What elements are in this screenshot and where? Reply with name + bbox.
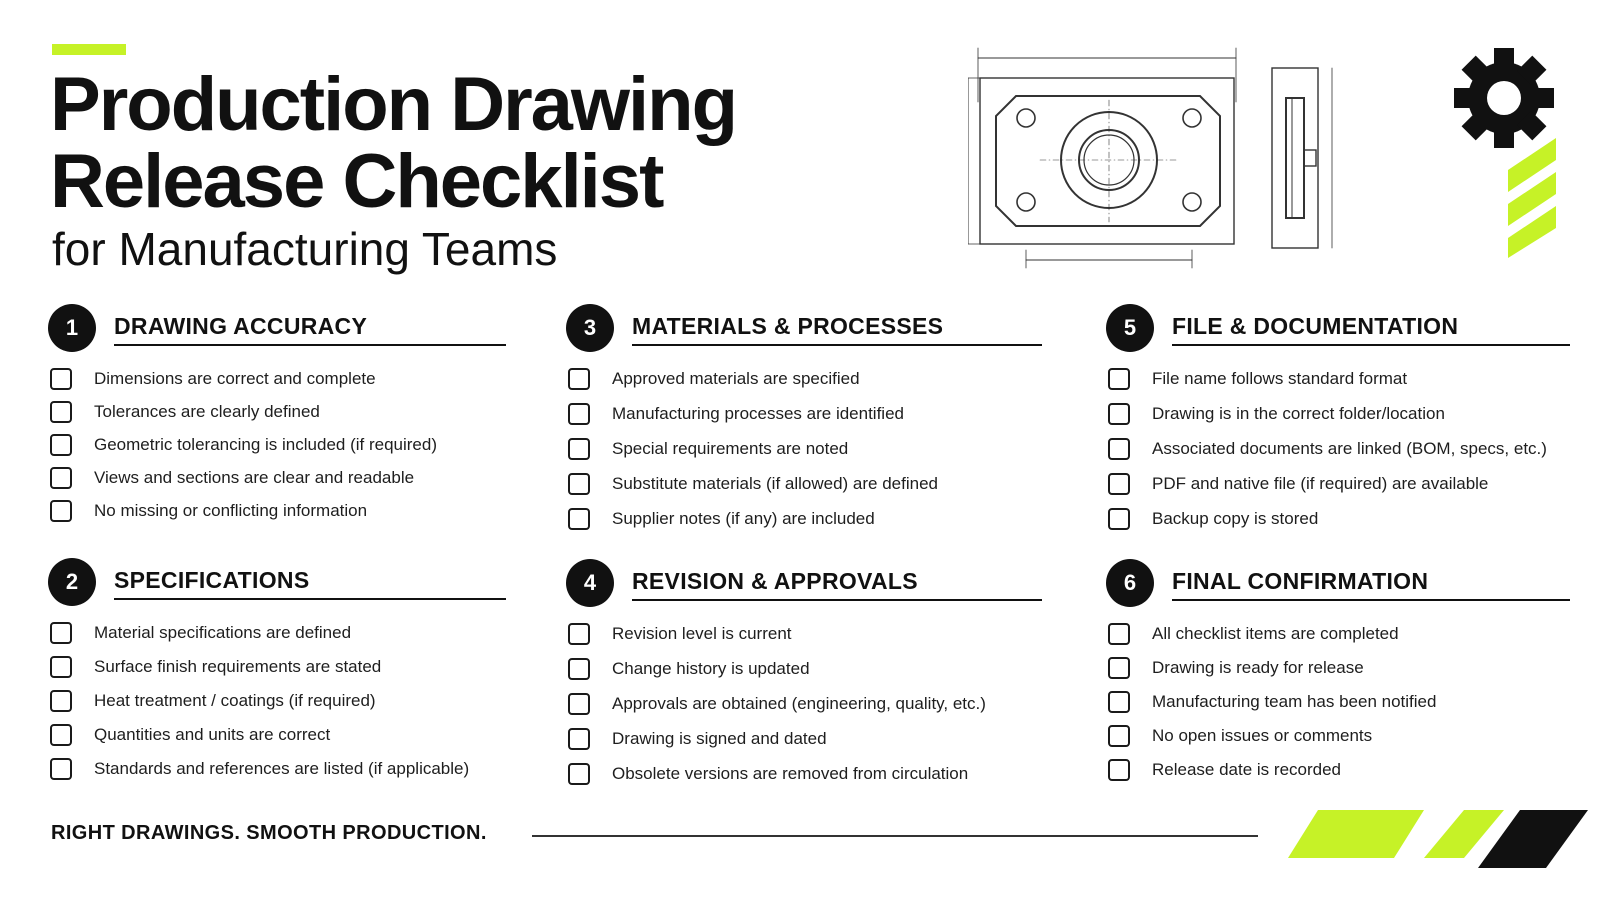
- section-number-badge: 2: [48, 558, 96, 606]
- checkbox[interactable]: [50, 434, 72, 456]
- checkbox[interactable]: [50, 401, 72, 423]
- checkbox[interactable]: [1108, 657, 1130, 679]
- checkbox[interactable]: [568, 763, 590, 785]
- gear-icon: [1454, 48, 1554, 148]
- section-header: [48, 304, 508, 352]
- section-underline: [1172, 344, 1570, 346]
- checkbox[interactable]: [568, 403, 590, 425]
- section-number-badge: 3: [566, 304, 614, 352]
- checkbox[interactable]: [1108, 691, 1130, 713]
- page-subtitle: for Manufacturing Teams: [52, 223, 558, 275]
- checkbox[interactable]: [50, 467, 72, 489]
- checklist-item-label: Change history is updated: [612, 659, 810, 678]
- checklist-item-label: Manufacturing processes are identified: [612, 404, 904, 423]
- section-underline: [114, 344, 506, 346]
- checklist-item-label: No open issues or comments: [1152, 726, 1373, 745]
- checkbox[interactable]: [1108, 438, 1130, 460]
- checklist-item-label: All checklist items are completed: [1152, 624, 1399, 643]
- checkbox[interactable]: [568, 693, 590, 715]
- checklist-section-2: [48, 558, 508, 778]
- checkbox[interactable]: [568, 473, 590, 495]
- section-header: [1106, 304, 1566, 352]
- checkbox[interactable]: [568, 508, 590, 530]
- section-number-badge: 5: [1106, 304, 1154, 352]
- section-title: REVISION & APPROVALS: [632, 568, 918, 594]
- checkbox[interactable]: [568, 368, 590, 390]
- checkbox[interactable]: [1108, 473, 1130, 495]
- checkbox[interactable]: [1108, 368, 1130, 390]
- section-underline: [114, 598, 506, 600]
- footer-accent-stripes: [1288, 810, 1588, 870]
- checkbox[interactable]: [50, 690, 72, 712]
- checklist-item-label: Drawing is in the correct folder/location: [1152, 404, 1445, 423]
- checkbox[interactable]: [568, 623, 590, 645]
- accent-bar: [52, 44, 126, 55]
- checklist-item-label: PDF and native file (if required) are available: [1152, 474, 1489, 493]
- checklist-item-label: Dimensions are correct and complete: [94, 369, 376, 388]
- checklist-section-3: [566, 304, 1026, 528]
- section-title: DRAWING ACCURACY: [114, 313, 368, 339]
- page-title: [50, 62, 736, 224]
- checkbox[interactable]: [50, 758, 72, 780]
- checkbox[interactable]: [568, 438, 590, 460]
- checkbox[interactable]: [568, 658, 590, 680]
- section-underline: [632, 599, 1042, 601]
- checkbox[interactable]: [50, 724, 72, 746]
- checklist-item-label: Manufacturing team has been notified: [1152, 692, 1437, 711]
- checklist-item-label: Backup copy is stored: [1152, 509, 1319, 528]
- technical-drawing-icon: [968, 42, 1374, 282]
- title-line-1: Production Drawing: [50, 62, 736, 147]
- checklist-item-label: File name follows standard format: [1152, 369, 1408, 388]
- title-line-2: Release Checklist: [50, 139, 663, 224]
- checklist-section-5: [1106, 304, 1566, 528]
- accent-stripes: [1508, 138, 1556, 258]
- checklist-item-label: Substitute materials (if allowed) are defined: [612, 474, 938, 493]
- checklist-item-label: Obsolete versions are removed from circulation: [612, 764, 969, 783]
- checkbox[interactable]: [1108, 725, 1130, 747]
- checklist-item-label: Surface finish requirements are stated: [94, 657, 382, 676]
- checkbox[interactable]: [50, 656, 72, 678]
- section-header: [48, 558, 508, 606]
- checkbox[interactable]: [1108, 403, 1130, 425]
- section-underline: [632, 344, 1042, 346]
- checklist-item-label: Drawing is ready for release: [1152, 658, 1364, 677]
- section-number-badge: 1: [48, 304, 96, 352]
- footer-tagline: RIGHT DRAWINGS. SMOOTH PRODUCTION.: [51, 822, 487, 844]
- footer-divider: [532, 835, 1258, 837]
- section-number-badge: 4: [566, 559, 614, 607]
- checklist-item-label: No missing or conflicting information: [94, 501, 368, 520]
- checklist-item-label: Tolerances are clearly defined: [94, 402, 320, 421]
- section-title: FINAL CONFIRMATION: [1172, 568, 1429, 594]
- checkbox[interactable]: [568, 728, 590, 750]
- checklist-item-label: Views and sections are clear and readable: [94, 468, 415, 487]
- checklist-section-6: [1106, 559, 1566, 779]
- checklist-item-label: Revision level is current: [612, 624, 792, 643]
- checkbox[interactable]: [50, 368, 72, 390]
- checklist-section-4: [566, 559, 1026, 783]
- section-header: [566, 304, 1026, 352]
- checkbox[interactable]: [50, 500, 72, 522]
- checklist-item-label: Approved materials are specified: [612, 369, 860, 388]
- checkbox[interactable]: [1108, 759, 1130, 781]
- section-header: [1106, 559, 1566, 607]
- section-title: SPECIFICATIONS: [114, 567, 310, 593]
- section-number-badge: 6: [1106, 559, 1154, 607]
- checkbox[interactable]: [1108, 623, 1130, 645]
- section-header: [566, 559, 1026, 607]
- section-underline: [1172, 599, 1570, 601]
- checklist-item-label: Special requirements are noted: [612, 439, 849, 458]
- checklist-item-label: Quantities and units are correct: [94, 725, 331, 744]
- checklist-item-label: Heat treatment / coatings (if required): [94, 691, 376, 710]
- checklist-item-label: Drawing is signed and dated: [612, 729, 827, 748]
- section-title: MATERIALS & PROCESSES: [632, 313, 944, 339]
- section-title: FILE & DOCUMENTATION: [1172, 313, 1459, 339]
- checklist-item-label: Geometric tolerancing is included (if required): [94, 435, 437, 454]
- checklist-item-label: Release date is recorded: [1152, 760, 1342, 779]
- checklist-item-label: Material specifications are defined: [94, 623, 352, 642]
- checklist-item-label: Approvals are obtained (engineering, quality, etc.): [612, 694, 986, 713]
- checklist-item-label: Supplier notes (if any) are included: [612, 509, 875, 528]
- checkbox[interactable]: [1108, 508, 1130, 530]
- checklist-item-label: Standards and references are listed (if applicable): [94, 759, 470, 778]
- checklist-section-1: [48, 304, 508, 520]
- checkbox[interactable]: [50, 622, 72, 644]
- checklist-item-label: Associated documents are linked (BOM, specs, etc.): [1152, 439, 1547, 458]
